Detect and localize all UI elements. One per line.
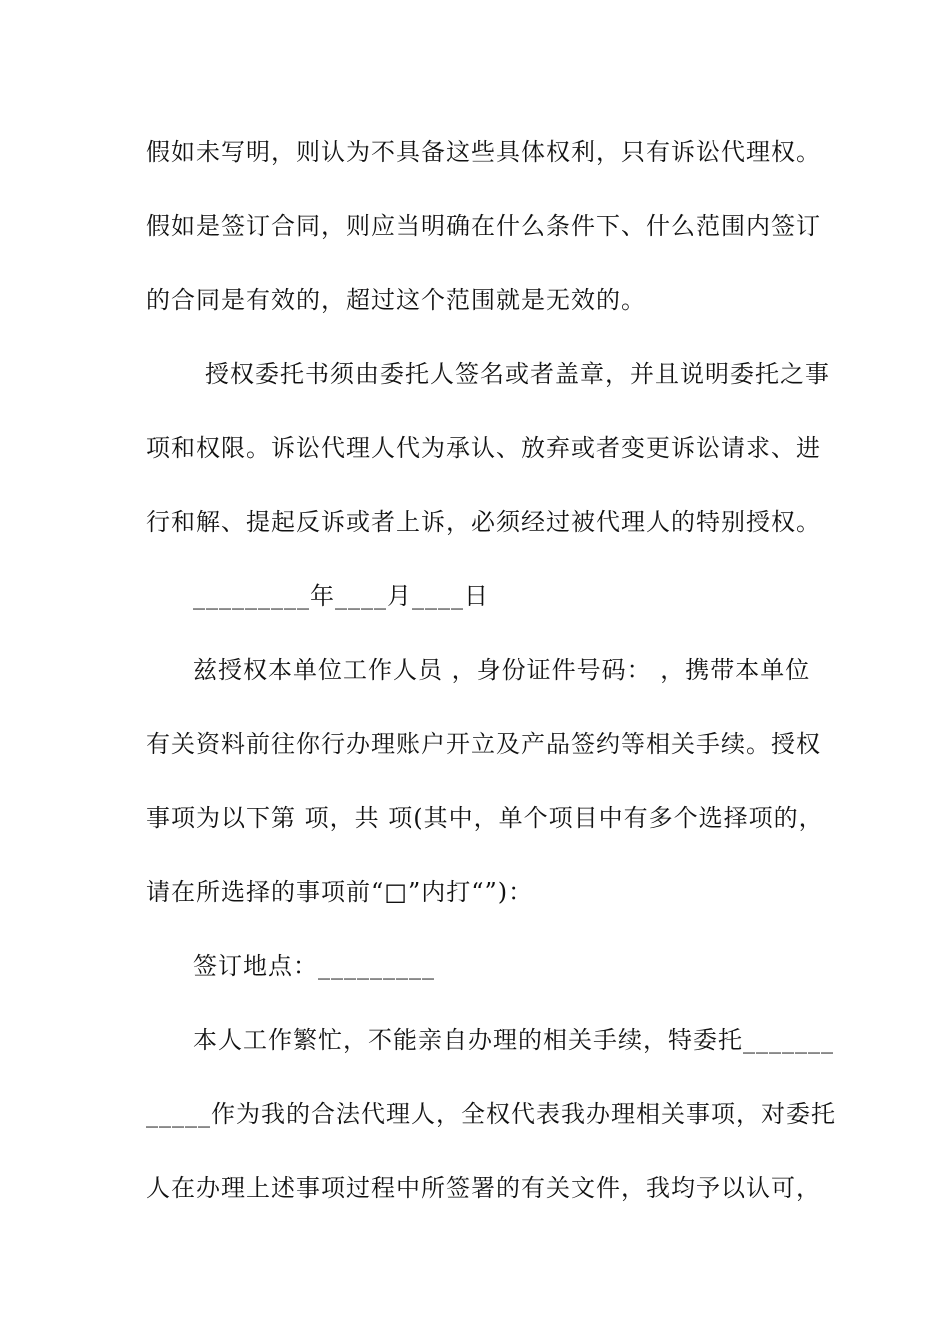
- signing-place-line: 签订地点：_________: [193, 952, 435, 980]
- text-line-8: 兹授权本单位工作人员 ，身份证件号码： ，携带本单位: [193, 656, 811, 684]
- text-line-4: 授权委托书须由委托人签名或者盖章，并且说明委托之事: [205, 360, 830, 388]
- text-line-3: 的合同是有效的，超过这个范围就是无效的。: [146, 286, 646, 314]
- text-line-6: 行和解、提起反诉或者上诉，必须经过被代理人的特别授权。: [146, 508, 821, 536]
- text-line-15: 人在办理上述事项过程中所签署的有关文件，我均予以认可，: [146, 1174, 821, 1202]
- text-line-14: _____作为我的合法代理人，全权代表我办理相关事项，对委托: [146, 1100, 836, 1128]
- text-line-13: 本人工作繁忙，不能亲自办理的相关手续，特委托_______: [193, 1026, 834, 1054]
- text-line-2: 假如是签订合同，则应当明确在什么条件下、什么范围内签订: [146, 212, 821, 240]
- date-line: _________年____月____日: [193, 582, 489, 610]
- text-line-9: 有关资料前往你行办理账户开立及产品签约等相关手续。授权: [146, 730, 821, 758]
- text-line-5: 项和权限。诉讼代理人代为承认、放弃或者变更诉讼请求、进: [146, 434, 821, 462]
- text-line-10: 事项为以下第 项，共 项(其中，单个项目中有多个选择项的，: [146, 804, 824, 832]
- text-line-11: 请在所选择的事项前“□”内打“”)：: [146, 878, 534, 906]
- text-line-1: 假如未写明，则认为不具备这些具体权利，只有诉讼代理权。: [146, 138, 821, 166]
